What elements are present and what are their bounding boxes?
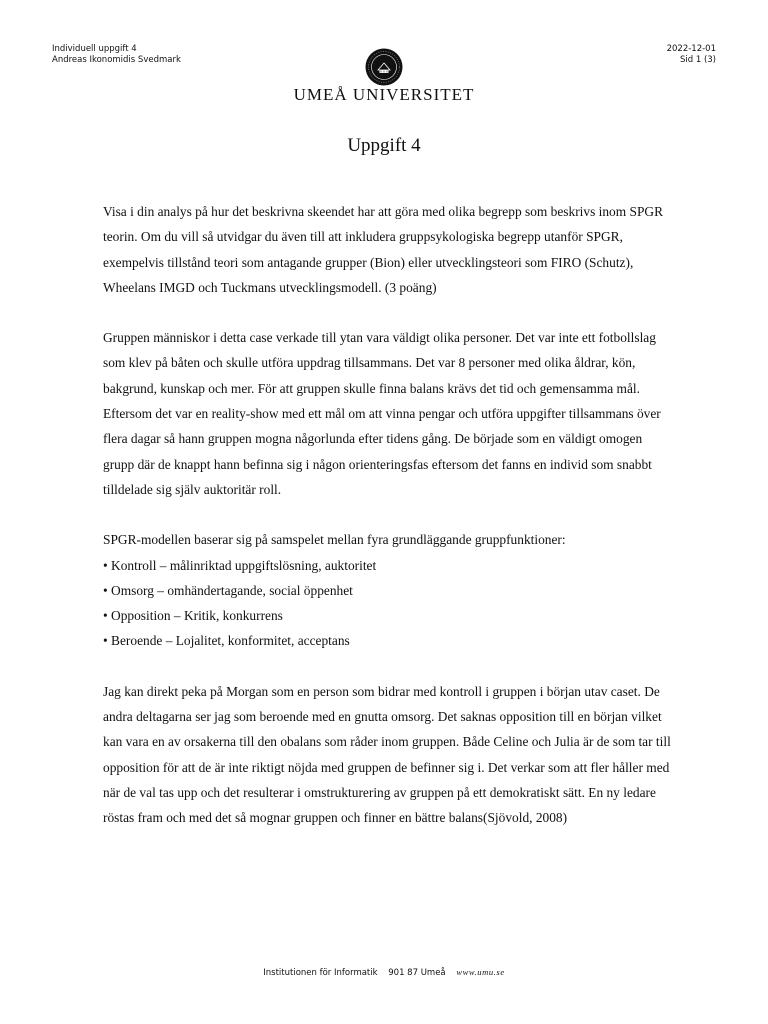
paragraph-spacer	[103, 502, 673, 527]
footer-address: 901 87 Umeå	[388, 968, 446, 978]
paragraph: SPGR-modellen baserar sig på samspelet mellan fyra grundläggande gruppfunktioner:	[103, 532, 566, 548]
header-right	[667, 44, 716, 66]
list-item: • Opposition – Kritik, konkurrens	[103, 603, 673, 628]
document-date: 2022-12-01	[666, 44, 716, 54]
page-title: Uppgift 4	[347, 135, 421, 156]
footer-url[interactable]: www.umu.se	[456, 967, 505, 977]
list-item: • Kontroll – målinriktad uppgiftslösning, auktoritet	[103, 553, 673, 578]
list-item: • Beroende – Lojalitet, konformitet, acceptans	[103, 628, 673, 653]
page-number: Sid 1 (3)	[679, 55, 716, 65]
university-seal-icon	[365, 48, 403, 86]
paragraph-spacer	[103, 300, 673, 325]
paragraph-spacer	[103, 654, 673, 679]
header-left	[52, 44, 181, 66]
university-name: UMEÅ UNIVERSITET	[293, 85, 475, 104]
paragraph: Gruppen människor i detta case verkade till ytan vara väldigt olika personer. Det var inte ett fotbollslag som klev på båten och skulle utföra uppdrag tillsammans. Det var 8 personer med olika åldrar, kön, bakgrund, kunskap och mer. För att gruppen skulle finna balans krävs det tid och gemensamma mål. Eftersom det var en reality-show med ett mål om att vinna pengar och utföra uppgifter tillsammans över flera dagar så hann gruppen mogna någorlunda efter tidens gång. De började som en väldigt omogen grupp där de knappt hann befinna sig i någon orienteringsfas eftersom det fanns en individ som snabbt tilldelade sig själv auktoritär roll.	[103, 330, 661, 497]
bullet-list	[103, 553, 673, 654]
list-item: • Omsorg – omhändertagande, social öppenhet	[103, 578, 673, 603]
paragraph: Visa i din analys på hur det beskrivna skeendet har att göra med olika begrepp som beskrivs inom SPGR teorin. Om du vill så utvidgar du även till att inkludera gruppsykologiska begrepp utanför SPGR, exempelvis tillstånd teori som antagande grupper (Bion) eller utvecklingsteori som FIRO (Schutz), Wheelans IMGD och Tuckmans utvecklingsmodell. (3 poäng)	[103, 204, 663, 295]
paragraph: Jag kan direkt peka på Morgan som en person som bidrar med kontroll i gruppen i början utav caset. De andra deltagarna ser jag som beroende med en gnutta omsorg. Det saknas opposition till en början vilket kan vara en av orsakerna till den obalans som råder inom gruppen. Både Celine och Julia är de som tar till opposition för att de är inte riktigt nöjda med gruppen de befinner sig i. Det verkar som att fler håller med när de val tas upp och det resulterar i omstrukturering av gruppen på ett demokratiskt sätt. En ny ledare röstas fram och med det så mognar gruppen och finner en bättre balans(Sjövold, 2008)	[103, 683, 671, 826]
assignment-name: Individuell uppgift 4	[52, 44, 137, 54]
author-name: Andreas Ikonomidis Svedmark	[52, 55, 181, 65]
footer-department: Institutionen för Informatik	[263, 968, 378, 978]
document-body	[103, 199, 673, 831]
footer	[0, 967, 768, 978]
